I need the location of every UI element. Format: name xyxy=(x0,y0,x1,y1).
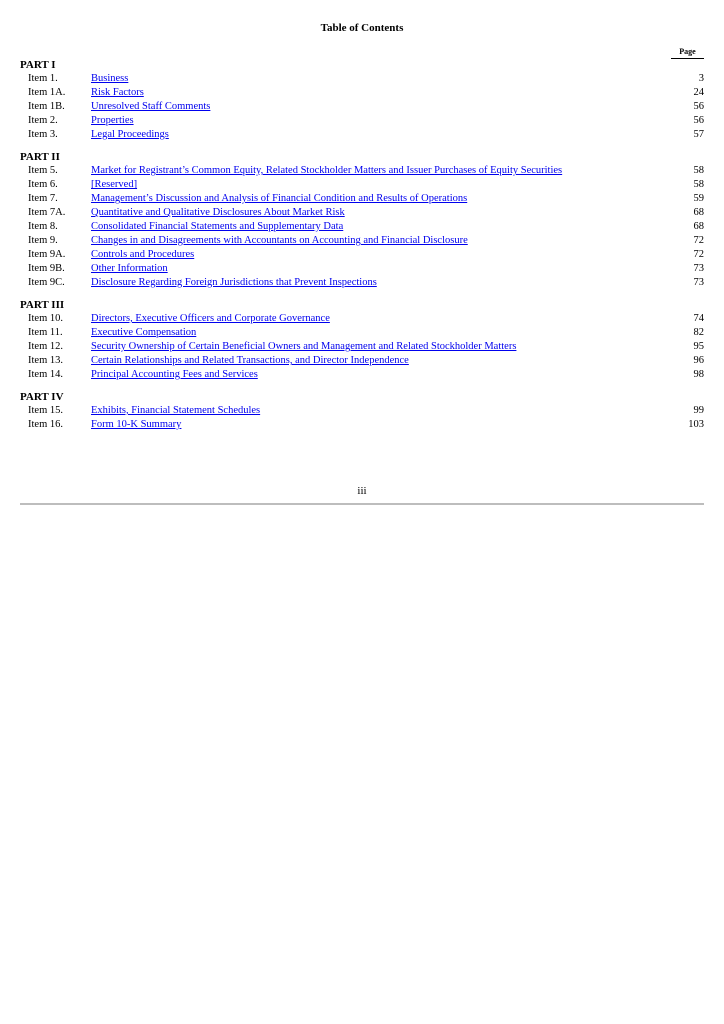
item-number: Item 5. xyxy=(28,165,58,176)
page-number: 68 xyxy=(693,207,704,218)
toc-link-exhibits[interactable]: Exhibits, Financial Statement Schedules xyxy=(91,405,261,416)
footer-divider xyxy=(20,503,704,505)
part-spacer xyxy=(20,142,704,150)
item-number: Item 1A. xyxy=(28,87,66,98)
toc-row xyxy=(20,164,704,178)
part-spacer xyxy=(20,382,704,390)
toc-link-foreign-jurisdictions[interactable]: Disclosure Regarding Foreign Jurisdictions that Prevent Inspections xyxy=(91,277,377,288)
toc-row xyxy=(20,262,704,276)
item-number: Item 13. xyxy=(28,355,63,366)
part-heading: PART III xyxy=(20,299,65,311)
item-number: Item 15. xyxy=(28,405,63,416)
page-number: 98 xyxy=(693,369,704,380)
page-number: 58 xyxy=(693,179,704,190)
page-number: 95 xyxy=(693,341,704,352)
item-number: Item 9A. xyxy=(28,249,66,260)
part-spacer xyxy=(20,290,704,298)
toc-link-controls-and-procedures[interactable]: Controls and Procedures xyxy=(91,249,195,260)
toc-link-form-10k-summary[interactable]: Form 10-K Summary xyxy=(91,419,182,430)
item-number: Item 1B. xyxy=(28,101,65,112)
toc-row xyxy=(20,340,704,354)
toc-row xyxy=(20,368,704,382)
toc-row xyxy=(20,86,704,100)
page-number: 73 xyxy=(693,277,704,288)
item-number: Item 9B. xyxy=(28,263,65,274)
toc-link-changes-with-accountants[interactable]: Changes in and Disagreements with Accountants on Accounting and Financial Disclosure xyxy=(91,235,468,246)
item-number: Item 9C. xyxy=(28,277,65,288)
table-of-contents xyxy=(20,58,704,432)
page-number: 57 xyxy=(693,129,704,140)
item-number: Item 6. xyxy=(28,179,58,190)
toc-row xyxy=(20,276,704,290)
toc-link-legal-proceedings[interactable]: Legal Proceedings xyxy=(91,129,169,140)
page-number: 59 xyxy=(693,193,704,204)
page-number: 103 xyxy=(688,419,704,430)
item-number: Item 2. xyxy=(28,115,58,126)
page-number: 73 xyxy=(693,263,704,274)
item-number: Item 11. xyxy=(28,327,63,338)
item-number: Item 3. xyxy=(28,129,58,140)
toc-row xyxy=(20,326,704,340)
page-number: 56 xyxy=(693,101,704,112)
toc-row xyxy=(20,220,704,234)
page-number: 99 xyxy=(693,405,704,416)
page-number: 3 xyxy=(698,73,704,84)
toc-row xyxy=(20,114,704,128)
page-number: 74 xyxy=(693,313,704,324)
toc-link-security-ownership[interactable]: Security Ownership of Certain Beneficial Owners and Management and Related Stockholder Matters xyxy=(91,341,517,352)
toc-link-mdna[interactable]: Management’s Discussion and Analysis of Financial Condition and Results of Operations xyxy=(91,193,468,204)
page-number: 24 xyxy=(693,87,704,98)
toc-link-directors-officers[interactable]: Directors, Executive Officers and Corporate Governance xyxy=(91,313,330,324)
page-column-header: Page xyxy=(671,47,704,59)
toc-row xyxy=(20,312,704,326)
item-number: Item 12. xyxy=(28,341,63,352)
page-title: Table of Contents xyxy=(320,22,404,34)
item-number: Item 10. xyxy=(28,313,63,324)
item-number: Item 7A. xyxy=(28,207,66,218)
toc-link-market-for-common-equity[interactable]: Market for Registrant’s Common Equity, Related Stockholder Matters and Issuer Purchases of Equity Securities xyxy=(91,165,563,176)
toc-row xyxy=(20,178,704,192)
part-heading: PART IV xyxy=(20,391,64,403)
page-number: 72 xyxy=(693,235,704,246)
page-number: 96 xyxy=(693,355,704,366)
item-number: Item 8. xyxy=(28,221,58,232)
item-number: Item 16. xyxy=(28,419,63,430)
toc-link-accounting-fees[interactable]: Principal Accounting Fees and Services xyxy=(91,369,258,380)
page-number: 56 xyxy=(693,115,704,126)
toc-link-other-information[interactable]: Other Information xyxy=(91,263,168,274)
item-number: Item 14. xyxy=(28,369,63,380)
toc-row xyxy=(20,100,704,114)
toc-row xyxy=(20,206,704,220)
toc-row xyxy=(20,234,704,248)
footer-page-number: iii xyxy=(357,485,367,497)
page-number: 68 xyxy=(693,221,704,232)
toc-row xyxy=(20,404,704,418)
toc-row xyxy=(20,192,704,206)
page-number: 82 xyxy=(693,327,704,338)
item-number: Item 9. xyxy=(28,235,58,246)
part-heading: PART II xyxy=(20,151,60,163)
toc-row xyxy=(20,128,704,142)
toc-link-business[interactable]: Business xyxy=(91,73,129,84)
toc-link-financial-statements[interactable]: Consolidated Financial Statements and Supplementary Data xyxy=(91,221,344,232)
item-number: Item 1. xyxy=(28,73,58,84)
toc-row xyxy=(20,418,704,432)
toc-link-risk-factors[interactable]: Risk Factors xyxy=(91,87,144,98)
toc-row xyxy=(20,72,704,86)
toc-link-executive-compensation[interactable]: Executive Compensation xyxy=(91,327,197,338)
toc-link-reserved[interactable]: [Reserved] xyxy=(91,179,138,190)
toc-link-market-risk[interactable]: Quantitative and Qualitative Disclosures About Market Risk xyxy=(91,207,345,218)
toc-row xyxy=(20,248,704,262)
toc-link-properties[interactable]: Properties xyxy=(91,115,134,126)
toc-link-certain-relationships[interactable]: Certain Relationships and Related Transactions, and Director Independence xyxy=(91,355,409,366)
item-number: Item 7. xyxy=(28,193,58,204)
toc-row xyxy=(20,354,704,368)
page-number: 72 xyxy=(693,249,704,260)
page-number: 58 xyxy=(693,165,704,176)
toc-link-unresolved-staff-comments[interactable]: Unresolved Staff Comments xyxy=(91,101,211,112)
part-heading: PART I xyxy=(20,59,56,71)
